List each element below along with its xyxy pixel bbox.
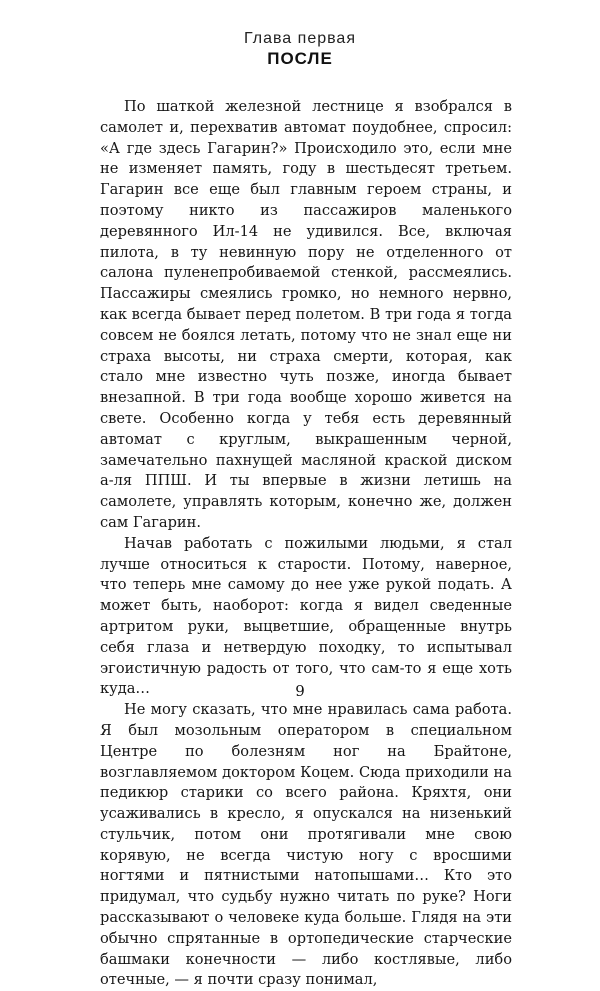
paragraph-1: По шаткой железной лестнице я взобрался в самолет и, перехватив автомат поудобнее, спросил: «А где здесь Гагарин?» Происходило это, если мне не изменяет память, году в шестьдесят третьем. Гагарин все еще был главным героем страны, и поэтому никто из пассажиров маленького деревянного Ил-14 не удивился. Все, включая пилота, в ту невинную пору не отделенного от салона пуленепробиваемой стенкой, рассмеялись. Пассажиры смеялись громко, но немного нервно, как всегда бывает перед полетом. В три года я тогда совсем не боялся летать, потому что не знал еще ни страха высоты, ни страха смерти, которая, как стало мне известно чуть позже, иногда бывает внезапной. В три года вообще хорошо живется на свете. Особенно когда у тебя есть деревянный автомат с круглым, выкрашенным черной, замечательно пахнущей масляной краской диском а-ля ППШ. И ты впервые в жизни летишь на самолете, управлять которым, конечно же, должен сам Гагарин. [100,98,512,531]
paragraph-2: Начав работать с пожилыми людьми, я стал лучше относиться к старости. Потому, наверное, что теперь мне самому до нее уже рукой подать. А может быть, наоборот: когда я видел сведенные артритом руки, выцветшие, обращенные внутрь себя глаза и нетвердую походку, то испытывал эгоистичную радость от того, что сам-то я еще хоть куда… [100,534,512,698]
chapter-label: Глава первая [243,30,356,47]
page-number: 9 [295,682,305,700]
body-text [100,97,512,991]
paragraph-3: Не могу сказать, что мне нравилась сама работа. Я был мозольным оператором в специальном Центре по болезням ног на Брайтоне, возглавляемом доктором Коцем. Сюда приходили на педикюр старики со всего района. Кряхтя, они усаживались в кресло, я опускался на низенький стульчик, потом они протягивали мне свою корявую, не всегда чистую ногу с вросшими ногтями и пятнистыми натопышами… Кто это придумал, что судьбу нужно читать по руке? Ноги рассказывают о человеке куда больше. Глядя на эти обычно спрятанные в ортопедические старческие башмаки конечности — либо костлявые, либо отечные, — я почти сразу понимал, [100,701,512,989]
chapter-title: ПОСЛЕ [267,49,333,68]
